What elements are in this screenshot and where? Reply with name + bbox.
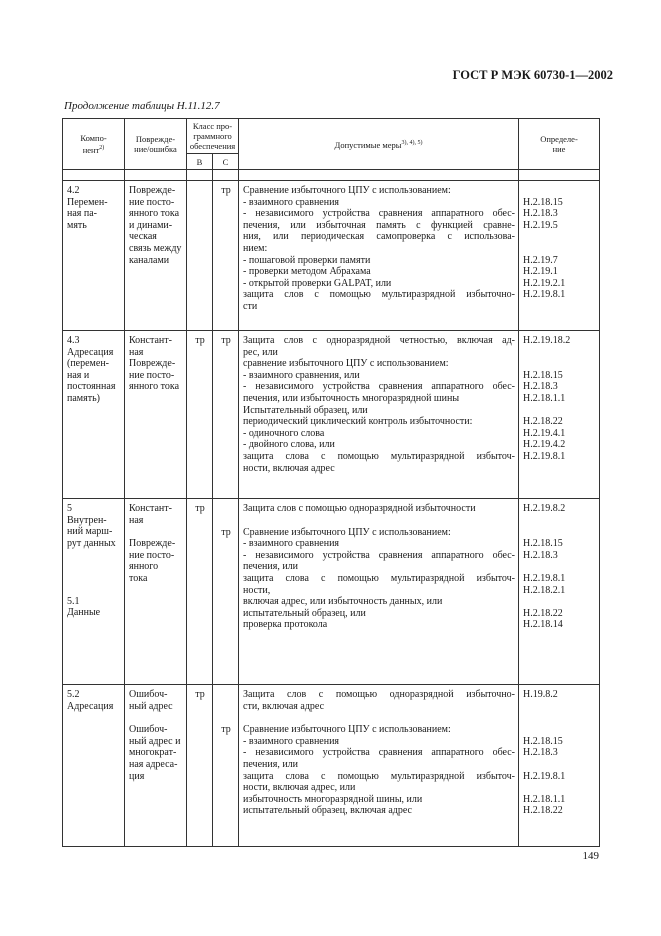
component-line [67, 549, 121, 561]
definition-ref: Н.2.19.4.2 [523, 439, 566, 451]
measure-line: Испытательный образец, или [243, 404, 368, 416]
definition-ref [523, 724, 596, 736]
cell-class-c [213, 181, 239, 331]
measure-line: - взаимного сравнения [243, 196, 340, 208]
fault-line: многократ- [129, 747, 177, 759]
definition-ref [523, 596, 596, 608]
cell-class-b [187, 685, 213, 847]
definition-ref: Н.2.19.8.1 [523, 450, 566, 462]
measure-line: Защита слов с помощью одноразрядной избыточности [243, 503, 476, 514]
component-line [67, 561, 121, 573]
definition-ref [523, 701, 596, 713]
table-row [63, 181, 600, 331]
header-component: Компо- нент$^{2)}$ [63, 119, 125, 170]
measure-line: проверка протокола [243, 619, 328, 631]
class-c-mark: тр [221, 335, 231, 346]
cell-class-b [187, 499, 213, 685]
component-line: Адресация [67, 700, 114, 712]
definition-ref [523, 405, 596, 417]
component-line: постоянная [67, 381, 116, 393]
fault-line: каналами [129, 254, 170, 266]
component-line: Внутрен- [67, 514, 107, 526]
measure-line: - взаимного сравнения [243, 538, 340, 550]
cell-measures [239, 331, 519, 499]
fault-line: ный адрес и [129, 735, 181, 747]
page-number: 149 [582, 850, 599, 862]
measure-line: периодический циклический контроль избыточности: [243, 416, 473, 428]
table-header-row [63, 119, 600, 154]
measure-line: ния, или периодическая самопроверка с использова- [243, 231, 516, 243]
cell-component [63, 331, 125, 499]
fault-line: ние посто- [129, 196, 175, 208]
measure-line: защита слова с помощью мультиразрядной избыточ- [243, 770, 516, 782]
table-row [63, 499, 600, 685]
definition-ref: Н.2.19.2.1 [523, 277, 566, 289]
definition-ref [523, 782, 596, 794]
measure-line: Сравнение избыточного ЦПУ с использованием: [243, 724, 451, 736]
class-c-mark: тр [221, 526, 231, 538]
definition-ref: Н.2.19.8.1 [523, 289, 566, 301]
measure-line: Сравнение избыточного ЦПУ с использованием: [243, 526, 451, 538]
component-line: (перемен- [67, 358, 110, 370]
definition-ref: Н.2.18.15 [523, 735, 563, 747]
definition-ref: Н.2.19.18.2 [523, 335, 571, 346]
header-definition: Определе- ние [519, 119, 600, 170]
definition-ref: Н.2.19.8.1 [523, 770, 566, 782]
measure-line: - независимого устройства сравнения аппаратного обес- [243, 208, 516, 220]
cell-component [63, 181, 125, 331]
definition-ref: Н.2.18.1.1 [523, 793, 566, 805]
definition-ref: Н.2.19.4.1 [523, 427, 566, 439]
measure-line: сти, включая адрес [243, 700, 325, 712]
measure-line: защита слова с помощью мультиразрядной избыточ- [243, 572, 516, 584]
fault-line: янного тока [129, 208, 180, 220]
definition-ref: Н.2.18.15 [523, 196, 563, 208]
cell-class-c [213, 685, 239, 847]
definition-ref: Н.2.19.8.1 [523, 572, 566, 584]
table-caption: Продолжение таблицы Н.11.12.7 [64, 100, 220, 112]
class-b-mark: тр [195, 503, 205, 514]
fault-line: Поврежде- [129, 185, 176, 196]
cell-definition [519, 331, 600, 499]
component-line: Данные [67, 607, 101, 619]
fault-line: Констант- [129, 503, 172, 514]
fault-line: Ошибоч- [129, 689, 168, 700]
measure-line: - независимого устройства сравнения аппаратного обес- [243, 549, 516, 561]
component-line [67, 573, 121, 585]
measure-line: Сравнение избыточного ЦПУ с использованием: [243, 185, 451, 196]
class-c-mark: тр [221, 185, 231, 196]
definition-ref [523, 463, 596, 475]
measure-line: - взаимного сравнения, или [243, 369, 360, 381]
definition-ref: Н.2.19.7 [523, 254, 558, 266]
definition-ref [523, 527, 596, 539]
class-b-mark [191, 527, 209, 539]
fault-line: ние посто- [129, 369, 175, 381]
measure-line: - независимого устройства сравнения аппаратного обес- [243, 747, 516, 759]
fault-line: связь между [129, 242, 182, 254]
measure-line: - пошаговой проверки памяти [243, 254, 371, 266]
measure-line: - двойного слова, или [243, 439, 335, 451]
measure-line: - независимого устройства сравнения аппаратного обес- [243, 381, 516, 393]
cell-component [63, 685, 125, 847]
component-line: Перемен- [67, 196, 108, 208]
measure-line: Защита слов с помощью одноразрядной избыточно- [243, 689, 516, 700]
definition-ref [523, 301, 596, 313]
fault-line: ческая [129, 231, 157, 243]
measure-line: печения, или [243, 758, 299, 770]
fault-line: ная адреса- [129, 758, 178, 770]
definition-ref [523, 185, 596, 197]
cell-component [63, 499, 125, 685]
fault-line: Констант- [129, 335, 172, 346]
component-line: память) [67, 392, 100, 404]
class-c-mark [217, 503, 235, 515]
header-measures: Допустимые меры$^{3), 4), 5)}$ [239, 119, 519, 170]
cell-class-b [187, 181, 213, 331]
cell-definition [519, 181, 600, 331]
measure-line: печения, или избыточность многоразрядной шины [243, 392, 460, 404]
cell-fault [125, 331, 187, 499]
header-fault: Поврежде- ние/ошибка [125, 119, 187, 170]
class-c-mark: тр [221, 724, 231, 736]
definition-ref: Н.2.18.3 [523, 549, 558, 561]
definition-ref [523, 759, 596, 771]
table-row [63, 685, 600, 847]
measure-line: - взаимного сравнения [243, 735, 340, 747]
class-b-mark: тр [195, 689, 205, 700]
component-line: 5.2 [67, 689, 80, 700]
definition-ref: Н.2.19.5 [523, 219, 558, 231]
fault-line: тока [129, 572, 148, 584]
class-b-mark [191, 724, 209, 736]
measure-line: - одиночного слова [243, 427, 325, 439]
definition-ref: Н.2.18.3 [523, 208, 558, 220]
header-class-c: С [213, 154, 239, 170]
component-line [67, 584, 121, 596]
definition-ref: Н.2.18.15 [523, 538, 563, 550]
definition-ref: Н.2.18.22 [523, 607, 563, 619]
cell-class-c [213, 331, 239, 499]
measure-line: сравнение избыточного ЦПУ с использованием: [243, 358, 449, 370]
measure-line: защита слова с помощью мультиразрядной избыточ- [243, 450, 516, 462]
definition-ref: Н.2.19.8.2 [523, 503, 566, 514]
component-line: 5 [67, 503, 72, 514]
measure-line: испытательный образец, включая адрес [243, 805, 412, 817]
measure-line: сти [243, 300, 258, 312]
definition-ref [523, 358, 596, 370]
fault-line: ный адрес [129, 700, 173, 712]
fault-line: ция [129, 770, 145, 782]
component-line: Адресация [67, 346, 114, 358]
definition-ref: Н.2.19.1 [523, 266, 558, 278]
class-b-mark [191, 185, 209, 197]
definition-ref [523, 231, 596, 243]
measure-line: избыточность многоразрядной шины, или [243, 793, 423, 805]
cell-definition [519, 499, 600, 685]
definition-ref: Н.2.18.1.1 [523, 392, 566, 404]
component-line: 4.2 [67, 185, 80, 196]
definition-ref: Н.2.18.22 [523, 416, 563, 428]
component-line: мять [67, 219, 87, 231]
definition-ref: Н.2.18.15 [523, 369, 563, 381]
cell-class-b [187, 331, 213, 499]
cell-fault [125, 181, 187, 331]
component-line: ная па- [67, 208, 98, 220]
header-class-b: В [187, 154, 213, 170]
measure-line: печения, или [243, 561, 299, 573]
fault-line: ная [129, 346, 144, 358]
measure-line: ности, включая адрес [243, 462, 335, 474]
fault-line: янного тока [129, 381, 180, 393]
cell-fault [125, 499, 187, 685]
measure-line: - проверки методом Абрахама [243, 266, 371, 278]
component-line: ний марш- [67, 526, 113, 538]
measure-line: ности, включая адрес, или [243, 782, 356, 794]
class-c-mark [217, 689, 235, 701]
cell-fault [125, 685, 187, 847]
fault-line: ная [129, 514, 144, 526]
cell-measures [239, 685, 519, 847]
definition-ref: Н.19.8.2 [523, 689, 558, 700]
definition-ref: Н.2.18.22 [523, 805, 563, 817]
fault-line: Поврежде- [129, 358, 176, 370]
component-line: рут данных [67, 537, 116, 549]
cell-measures [239, 181, 519, 331]
document-header: ГОСТ Р МЭК 60730-1—2002 [452, 68, 613, 82]
component-line: ная и [67, 369, 90, 381]
measure-line: испытательный образец, или [243, 607, 366, 619]
definition-ref: Н.2.18.3 [523, 747, 558, 759]
measure-line: рес, или [243, 346, 278, 358]
definition-ref [523, 347, 596, 359]
table-row [63, 331, 600, 499]
cell-class-c [213, 499, 239, 685]
header-spacer-row [63, 170, 600, 181]
definition-ref: Н.2.18.3 [523, 381, 558, 393]
fault-line: ние посто- [129, 549, 175, 561]
measure-line: - открытой проверки GALPAT, или [243, 277, 392, 289]
measure-line: печения, или избыточная память с функцией сравне- [243, 219, 516, 231]
measures-table [62, 118, 600, 847]
cell-definition [519, 685, 600, 847]
component-line: 5.1 [67, 595, 80, 607]
fault-line: янного [129, 561, 159, 573]
measure-line: включая адрес, или избыточность данных, или [243, 596, 443, 608]
definition-ref: Н.2.18.14 [523, 619, 563, 631]
fault-line: Поврежде- [129, 538, 176, 550]
measure-line: защита слов с помощью мультиразрядной избыточно- [243, 289, 516, 301]
definition-ref [523, 561, 596, 573]
header-software-class: Класс про- граммного обеспечения [187, 119, 239, 154]
definition-ref: Н.2.18.2.1 [523, 584, 566, 596]
measure-line: Защита слов с одноразрядной четностью, включая ад- [243, 335, 516, 346]
component-line: 4.3 [67, 335, 80, 346]
measure-line: ности, [243, 584, 271, 596]
fault-line: и динами- [129, 219, 173, 231]
definition-ref [523, 243, 596, 255]
class-b-mark: тр [195, 335, 205, 346]
cell-measures [239, 499, 519, 685]
measure-line: нием: [243, 242, 268, 254]
fault-line: Ошибоч- [129, 724, 168, 736]
